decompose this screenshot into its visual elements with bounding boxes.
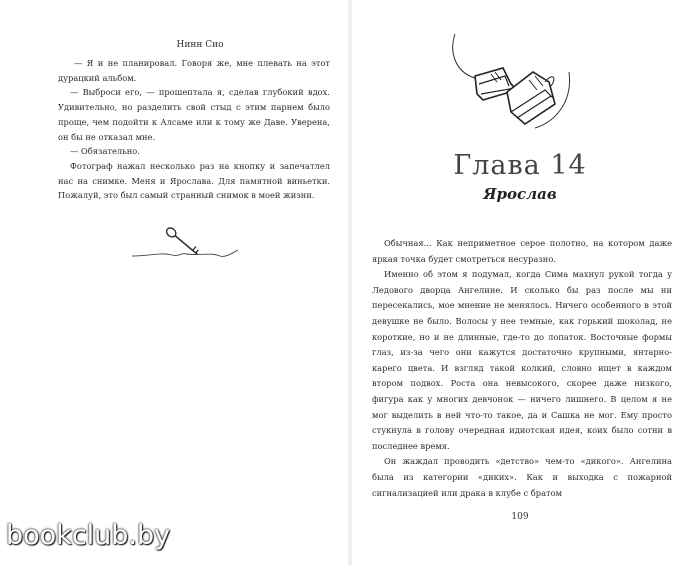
left-page-text	[58, 56, 330, 203]
chapter-number: Глава 14	[453, 150, 587, 181]
key-icon	[130, 222, 240, 272]
running-head: Нинн Сио	[176, 40, 224, 50]
right-page-text	[372, 236, 672, 501]
sneakers-icon	[445, 32, 575, 146]
paragraph: Фотограф нажал несколько раз на кнопку и запечатлел нас на снимке. Меня и Ярослава. Для памятной виньетки. Пожалуй, это был самый странный снимок в моей жизни.	[58, 160, 330, 201]
chapter-name: Ярослав	[483, 185, 557, 203]
page-number: 109	[511, 512, 529, 522]
paragraph: — Обязательно.	[70, 146, 140, 157]
paragraph: Обычная... Как неприметное серое полотно, на котором даже яркая точка будет смотреться несуразно.	[372, 238, 672, 264]
paragraph: Именно об этом я подумал, когда Сима махнул рукой тогда у Ледового дворца Ангелине. И сколько бы раз после мы ни пересекались, мое мнение не менялось. Ничего особенного в этой девушке не было. Волосы у нее темные, как горький шоколад, не короткие, но и не длинные, где-то до лопаток. Восточные формы глаз, из-за чего они кажутся достаточно крупными, янтарно-карего цвета. И взгляд такой колкий, словно ищет в каждом втором подвох. Роста она невысокого, скорее даже низкого, фигура как у многих девчонок — ничего лишнего. В целом я не мог выделить в ней что-то такое, да и Сашка не мог. Ему просто стукнула в голову очередная идиотская идея, коих было сотни в последнее время.	[372, 269, 672, 451]
paragraph: — Я и не планировал. Говоря же, мне плевать на этот дурацкий альбом.	[58, 58, 330, 83]
watermark: bookclub.by	[6, 520, 171, 551]
paragraph: Он жаждал проводить «детство» чем-то «дикого». Ангелина была из категории «диких». Как и выходка с пожарной сигнализацией или драка в клубе с братом	[372, 456, 672, 498]
paragraph: — Выброси его, — прошептала я, сделав глубокий вдох. Удивительно, но разделить свой стыд с этим парнем было проще, чем подойти к Алсаме или к тому же Даве. Уверена, он бы не отказал мне.	[58, 87, 330, 142]
